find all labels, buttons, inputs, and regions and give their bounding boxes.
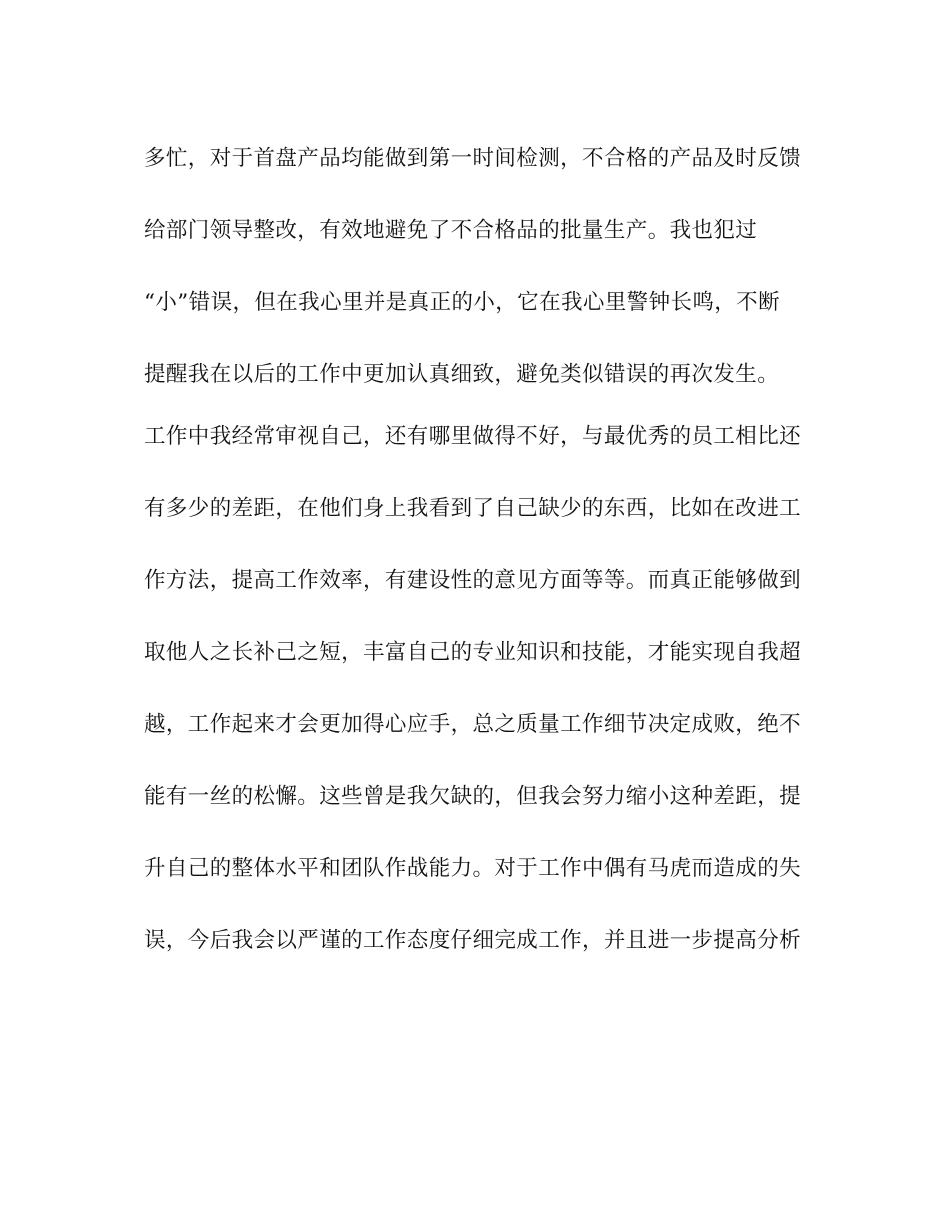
- text-line: “小”错误，但在我心里并是真正的小，它在我心里警钟长鸣，不断: [144, 290, 780, 315]
- text-line: 多忙，对于首盘产品均能做到第一时间检测，不合格的产品及时反馈: [144, 146, 802, 171]
- text-line: 取他人之长补己之短，丰富自己的专业知识和技能，才能实现自我超: [144, 640, 802, 665]
- text-line: 作方法，提高工作效率，有建设性的意见方面等等。而真正能够做到: [144, 568, 802, 593]
- text-line: 误，今后我会以严谨的工作态度仔细完成工作，并且进一步提高分析: [144, 928, 802, 953]
- text-line: 有多少的差距，在他们身上我看到了自己缺少的东西，比如在改进工: [144, 496, 802, 521]
- text-line: 越，工作起来才会更加得心应手，总之质量工作细节决定成败，绝不: [144, 712, 802, 737]
- text-line: 工作中我经常审视自己，还有哪里做得不好，与最优秀的员工相比还: [144, 424, 802, 449]
- text-line: 给部门领导整改，有效地避免了不合格品的批量生产。我也犯过: [144, 218, 758, 243]
- text-line: 能有一丝的松懈。这些曾是我欠缺的，但我会努力缩小这种差距，提: [144, 784, 802, 809]
- text-line: 升自己的整体水平和团队作战能力。对于工作中偶有马虎而造成的失: [144, 856, 802, 881]
- text-line: 提醒我在以后的工作中更加认真细致，避免类似错误的再次发生。: [144, 362, 780, 387]
